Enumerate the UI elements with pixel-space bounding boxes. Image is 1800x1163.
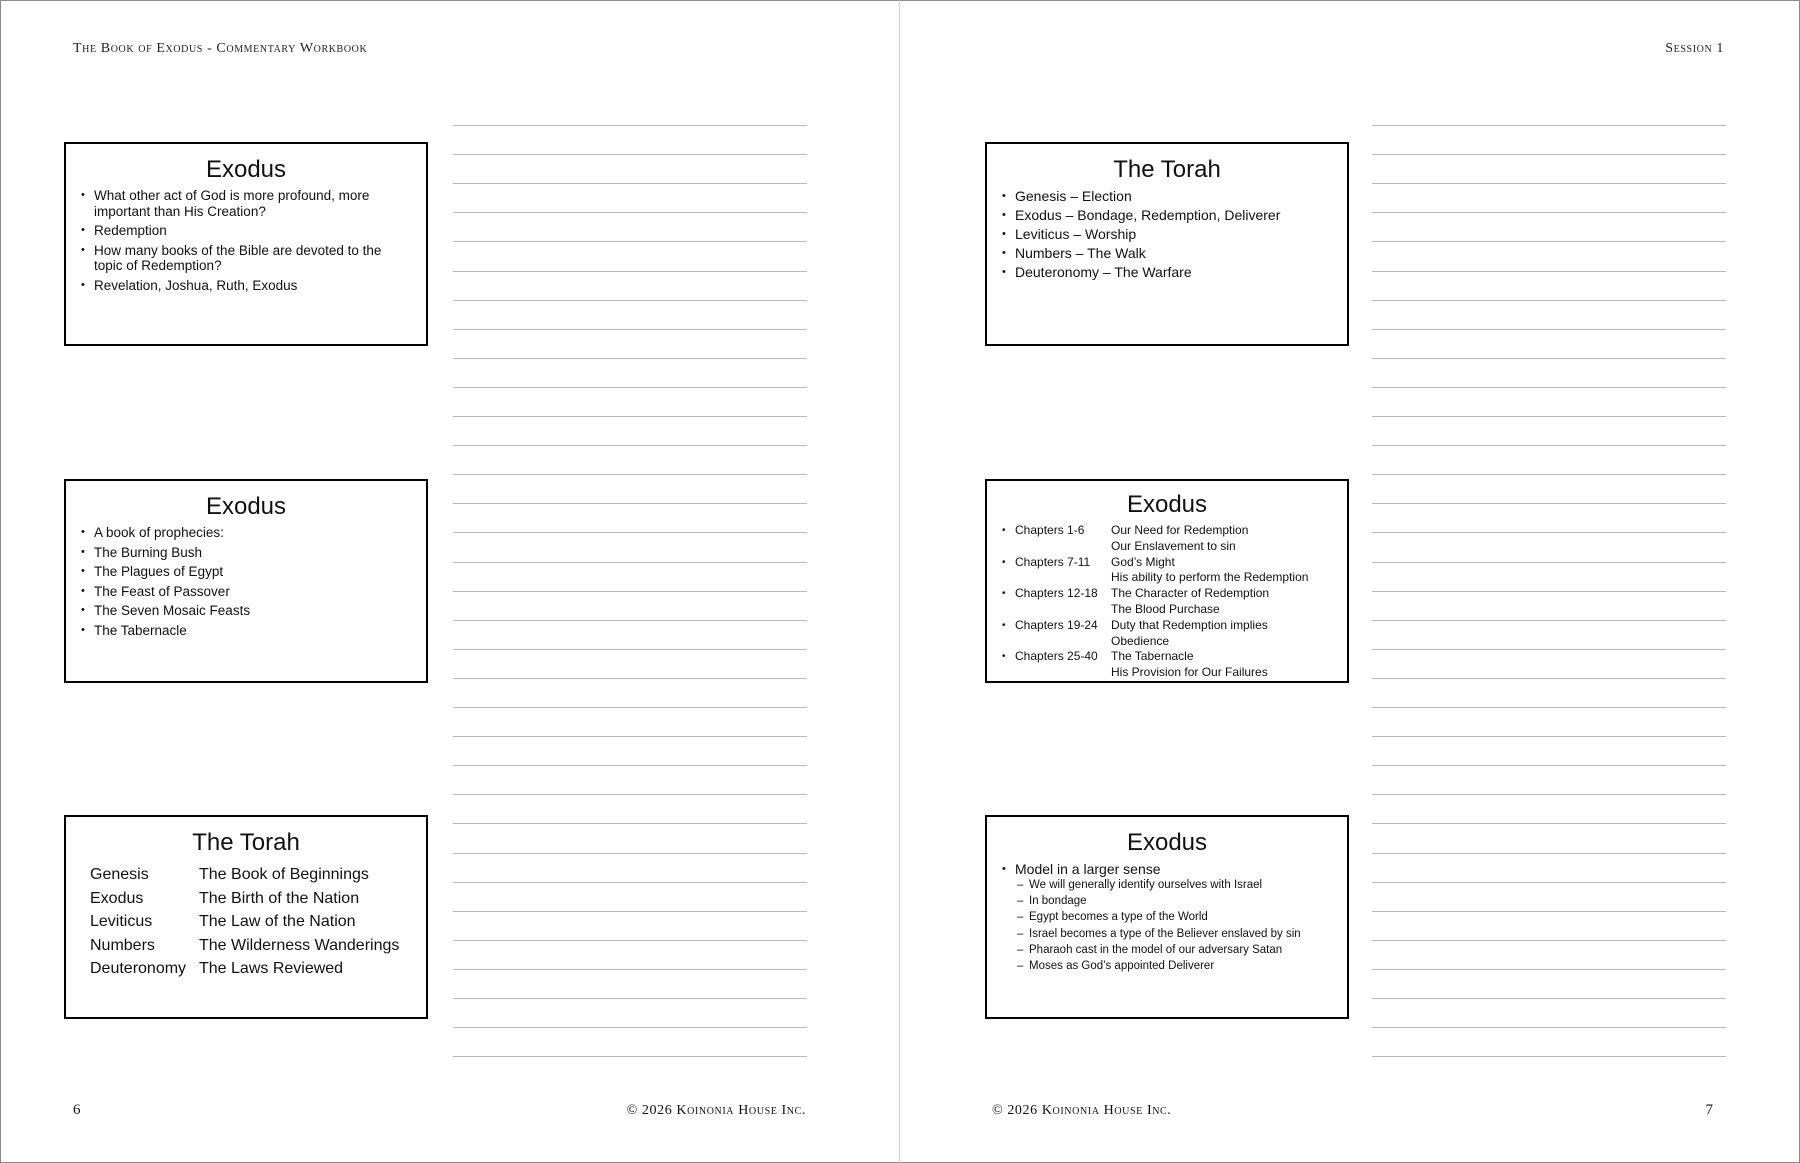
chapter-subtheme: His Provision for Our Failures bbox=[1111, 665, 1268, 680]
bullet-item: • What other act of God is more profound, more important than His Creation? bbox=[80, 188, 412, 219]
note-line bbox=[453, 212, 807, 213]
sub-bullet-item: – Pharaoh cast in the model of our adversary Satan bbox=[1001, 942, 1333, 958]
bullet-item: • A book of prophecies: bbox=[80, 525, 412, 541]
bullet-item: • Redemption bbox=[80, 223, 412, 239]
note-line bbox=[1372, 212, 1726, 213]
note-line bbox=[453, 387, 807, 388]
bullet-item: • Numbers – The Walk bbox=[1001, 245, 1333, 261]
note-line bbox=[1372, 125, 1726, 126]
note-line bbox=[453, 154, 807, 155]
slide-title: Exodus bbox=[1126, 491, 1208, 518]
note-line bbox=[453, 707, 807, 708]
note-line bbox=[453, 125, 807, 126]
note-line bbox=[453, 1056, 807, 1057]
sub-bullet-list bbox=[1001, 877, 1333, 974]
note-line bbox=[453, 998, 807, 999]
note-line bbox=[453, 416, 807, 417]
slide-exodus-prophecies bbox=[64, 479, 428, 683]
note-line bbox=[1372, 736, 1726, 737]
chapter-list bbox=[1001, 523, 1333, 681]
book-description: The Birth of the Nation bbox=[199, 889, 360, 907]
bullet-item: • The Plagues of Egypt bbox=[80, 564, 412, 580]
page-number: 7 bbox=[1705, 1102, 1713, 1118]
sub-bullet-item: – Egypt becomes a type of the World bbox=[1001, 909, 1333, 925]
chapter-range: • Chapters 7-11 bbox=[1015, 554, 1091, 569]
note-line bbox=[1372, 532, 1726, 533]
chapter-theme: Duty that Redemption implies bbox=[1111, 617, 1268, 632]
note-line bbox=[453, 823, 807, 824]
page-number: 6 bbox=[73, 1102, 81, 1118]
bullet-item: • Deuteronomy – The Warfare bbox=[1001, 264, 1333, 280]
torah-table bbox=[90, 865, 412, 980]
chapter-item bbox=[1001, 586, 1333, 618]
book-description: The Law of the Nation bbox=[199, 913, 356, 931]
running-head: The Book of Exodus - Commentary Workbook bbox=[73, 41, 368, 56]
note-line bbox=[1372, 998, 1726, 999]
note-line bbox=[1372, 271, 1726, 272]
slide-title: The Torah bbox=[192, 829, 300, 856]
note-line bbox=[1372, 882, 1726, 883]
running-head: Session 1 bbox=[1665, 41, 1724, 56]
slide-title: Exodus bbox=[205, 156, 287, 183]
note-line bbox=[453, 620, 807, 621]
note-line bbox=[1372, 474, 1726, 475]
copyright: © 2026 Koinonia House Inc. bbox=[992, 1103, 1172, 1118]
note-line bbox=[1372, 387, 1726, 388]
slide-title: Exodus bbox=[205, 493, 287, 520]
chapter-subtheme: Our Enslavement to sin bbox=[1111, 538, 1236, 553]
chapter-theme: God’s Might bbox=[1111, 554, 1175, 569]
note-line bbox=[453, 853, 807, 854]
bullet-item: • The Burning Bush bbox=[80, 545, 412, 561]
copyright: © 2026 Koinonia House Inc. bbox=[626, 1103, 806, 1118]
note-line bbox=[453, 183, 807, 184]
bullet-item: • The Feast of Passover bbox=[80, 584, 412, 600]
book-name: Genesis bbox=[90, 866, 149, 883]
book-description: The Wilderness Wanderings bbox=[199, 936, 400, 954]
book-name: Numbers bbox=[90, 936, 155, 954]
bullet-list bbox=[1001, 188, 1333, 280]
bullet-list bbox=[1001, 861, 1333, 877]
sub-bullet-item: – Moses as God’s appointed Deliverer bbox=[1001, 958, 1333, 974]
slide-exodus-chapters bbox=[985, 479, 1349, 683]
note-line bbox=[1372, 154, 1726, 155]
left-page bbox=[0, 0, 899, 1163]
note-line bbox=[453, 678, 807, 679]
chapter-item bbox=[1001, 649, 1333, 681]
note-line bbox=[453, 445, 807, 446]
chapter-range: • Chapters 1-6 bbox=[1015, 523, 1085, 537]
note-line bbox=[453, 532, 807, 533]
chapter-range: • Chapters 12-18 bbox=[1015, 586, 1098, 601]
chapter-theme: Our Need for Redemption bbox=[1111, 523, 1249, 537]
note-line bbox=[453, 503, 807, 504]
bullet-item: • The Seven Mosaic Feasts bbox=[80, 603, 412, 619]
chapter-range: • Chapters 19-24 bbox=[1015, 617, 1098, 632]
chapter-item bbox=[1001, 555, 1333, 587]
chapter-subtheme: The Blood Purchase bbox=[1111, 601, 1220, 616]
chapter-item bbox=[1001, 618, 1333, 650]
slide-exodus-model bbox=[985, 815, 1349, 1019]
note-line bbox=[1372, 969, 1726, 970]
note-line bbox=[1372, 591, 1726, 592]
book-description: The Book of Beginnings bbox=[199, 866, 369, 883]
note-line bbox=[453, 940, 807, 941]
note-line bbox=[453, 329, 807, 330]
sub-bullet-item: – We will generally identify ourselves with Israel bbox=[1001, 877, 1333, 893]
note-line bbox=[453, 911, 807, 912]
note-line bbox=[1372, 940, 1726, 941]
note-line bbox=[453, 649, 807, 650]
note-line bbox=[1372, 183, 1726, 184]
chapter-subtheme: Obedience bbox=[1111, 633, 1170, 648]
note-line bbox=[1372, 853, 1726, 854]
slide-title: Exodus bbox=[1126, 829, 1208, 856]
note-line bbox=[1372, 241, 1726, 242]
note-line bbox=[1372, 416, 1726, 417]
note-line bbox=[1372, 911, 1726, 912]
note-line bbox=[453, 794, 807, 795]
chapter-theme: The Character of Redemption bbox=[1111, 586, 1270, 601]
slide-torah-themes bbox=[985, 142, 1349, 346]
note-line bbox=[453, 882, 807, 883]
chapter-subtheme: His ability to perform the Redemption bbox=[1111, 570, 1309, 585]
bullet-item: • Leviticus – Worship bbox=[1001, 226, 1333, 242]
chapter-theme: The Tabernacle bbox=[1111, 649, 1194, 664]
sub-bullet-item: – Israel becomes a type of the Believer enslaved by sin bbox=[1001, 926, 1333, 942]
note-line bbox=[1372, 503, 1726, 504]
chapter-range: • Chapters 25-40 bbox=[1015, 649, 1098, 664]
note-line bbox=[1372, 300, 1726, 301]
note-line bbox=[453, 591, 807, 592]
note-line bbox=[453, 1027, 807, 1028]
note-line bbox=[1372, 620, 1726, 621]
slide-title: The Torah bbox=[1113, 156, 1221, 183]
chapter-item bbox=[1001, 523, 1333, 555]
note-line bbox=[1372, 445, 1726, 446]
note-line bbox=[1372, 1027, 1726, 1028]
note-line bbox=[1372, 562, 1726, 563]
note-line bbox=[1372, 649, 1726, 650]
bullet-item: • How many books of the Bible are devoted to the topic of Redemption? bbox=[80, 243, 412, 274]
note-line bbox=[453, 358, 807, 359]
note-line bbox=[1372, 1056, 1726, 1057]
note-line bbox=[1372, 329, 1726, 330]
bullet-list bbox=[80, 188, 412, 293]
bullet-list bbox=[80, 525, 412, 638]
book-name: Deuteronomy bbox=[90, 960, 187, 978]
note-line bbox=[1372, 678, 1726, 679]
book-description: The Laws Reviewed bbox=[199, 960, 344, 978]
bullet-item: • Model in a larger sense bbox=[1001, 861, 1333, 877]
note-line bbox=[1372, 358, 1726, 359]
bullet-item: • The Tabernacle bbox=[80, 623, 412, 639]
note-line bbox=[1372, 765, 1726, 766]
note-line bbox=[453, 736, 807, 737]
note-line bbox=[453, 241, 807, 242]
bullet-item: • Exodus – Bondage, Redemption, Deliverer bbox=[1001, 207, 1333, 223]
note-line bbox=[453, 765, 807, 766]
note-line bbox=[1372, 707, 1726, 708]
sub-bullet-item: – In bondage bbox=[1001, 893, 1333, 909]
note-line bbox=[453, 300, 807, 301]
note-line bbox=[453, 271, 807, 272]
book-name: Exodus bbox=[90, 889, 144, 907]
book-name: Leviticus bbox=[90, 913, 153, 931]
note-line bbox=[1372, 823, 1726, 824]
note-line bbox=[453, 562, 807, 563]
slide-torah-overview bbox=[64, 815, 428, 1019]
right-page bbox=[900, 0, 1799, 1163]
note-line bbox=[453, 969, 807, 970]
slide-exodus-redemption bbox=[64, 142, 428, 346]
bullet-item: • Revelation, Joshua, Ruth, Exodus bbox=[80, 278, 412, 294]
note-line bbox=[1372, 794, 1726, 795]
bullet-item: • Genesis – Election bbox=[1001, 188, 1333, 204]
note-line bbox=[453, 474, 807, 475]
